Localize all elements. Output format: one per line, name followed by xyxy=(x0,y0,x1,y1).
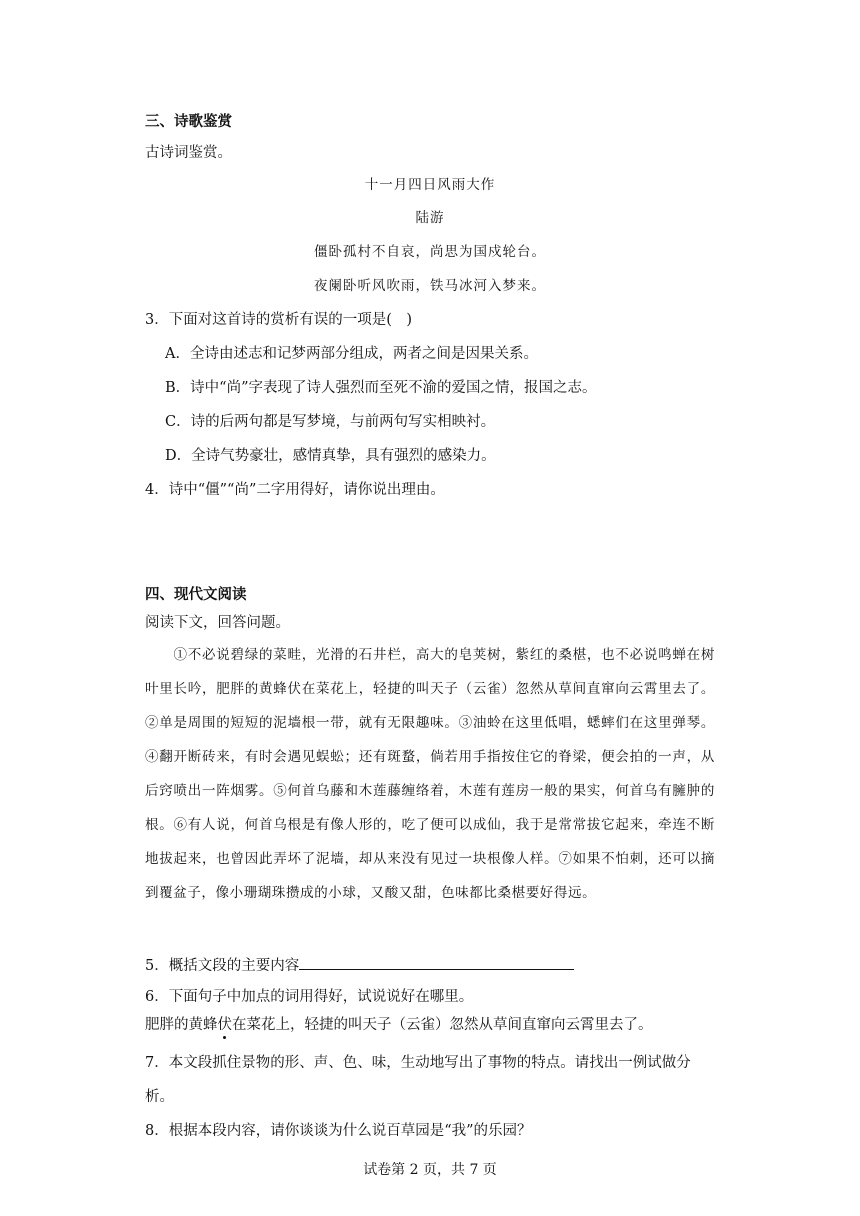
option-a: A．全诗由述志和记梦两部分组成，两者之间是因果关系。 xyxy=(165,346,538,362)
question-6: 6．下面句子中加点的词用得好，试说说好在哪里。 xyxy=(145,989,474,1005)
option-d: D．全诗气势豪壮，感情真挚，具有强烈的感染力。 xyxy=(165,448,496,464)
question-3: 3．下面对这首诗的赏析有误的一项是( ) xyxy=(145,312,413,328)
question-7-line-1: 7．本文段抓住景物的形、声、色、味，生动地写出了事物的特点。请找出一例试做分 xyxy=(145,1055,691,1071)
section4-instruction: 阅读下文，回答问题。 xyxy=(145,615,290,631)
question-5 xyxy=(145,953,574,976)
sentence-part-1: 肥胖的黄蜂 xyxy=(145,1017,218,1033)
sentence-part-2: 在菜花上，轻捷的叫天子（云雀）忽然从草间直窜向云霄里去了。 xyxy=(232,1017,653,1033)
section4-heading: 四、现代文阅读 xyxy=(145,587,247,603)
section3-heading: 三、诗歌鉴赏 xyxy=(145,114,232,130)
question-4: 4．诗中“僵”“尚”二字用得好，请你说出理由。 xyxy=(145,482,445,498)
dotted-word: 伏 xyxy=(217,1017,232,1033)
reading-passage: ①不必说碧绿的菜畦，光滑的石井栏，高大的皂荚树，紫红的桑椹，也不必说鸣蝉在树叶里长吟，肥胖的黄蜂伏在菜花上，轻捷的叫天子（云雀）忽然从草间直窜向云霄里去了。②单是周围的短短的泥墙根一带，就有无限趣味。③油蛉在这里低唱，蟋蟀们在这里弹琴。④翻开断砖来，有时会遇见蜈蚣；还有斑蝥，倘若用手指按住它的脊梁，便会拍的一声，从后窍喷出一阵烟雾。⑤何首乌藤和木莲藤缠络着，木莲有莲房一般的果实，何首乌有臃肿的根。⑥有人说，何首乌根是有像人形的，吃了便可以成仙，我于是常常拔它起来，牵连不断地拔起来，也曾因此弄坏了泥墙，却从来没有见过一块根像人样。⑦如果不怕刺，还可以摘到覆盆子，像小珊瑚珠攒成的小球，又酸又甜，色味都比桑椹要好得远。 xyxy=(145,647,715,901)
option-b: B．诗中“尚”字表现了诗人强烈而至死不渝的爱国之情，报国之志。 xyxy=(165,380,597,396)
question-8: 8．根据本段内容，请你谈谈为什么说百草园是“我”的乐园？ xyxy=(145,1123,532,1139)
question-5-text: 5．概括文段的主要内容 xyxy=(145,958,300,974)
question-6-sentence xyxy=(145,1015,653,1035)
answer-blank xyxy=(299,953,574,970)
question-7-line-2: 析。 xyxy=(145,1089,174,1105)
section3-instruction: 古诗词鉴赏。 xyxy=(145,145,232,161)
poem-line-2: 夜阑卧听风吹雨，铁马冰河入梦来。 xyxy=(314,278,546,294)
poem-author: 陆游 xyxy=(415,210,445,226)
poem-line-1: 僵卧孤村不自哀，尚思为国戍轮台。 xyxy=(314,244,546,260)
option-c: C．诗的后两句都是写梦境，与前两句写实相映衬。 xyxy=(165,414,496,430)
poem-title: 十一月四日风雨大作 xyxy=(364,177,496,193)
page-footer: 试卷第 2 页，共 7 页 xyxy=(363,1162,497,1178)
